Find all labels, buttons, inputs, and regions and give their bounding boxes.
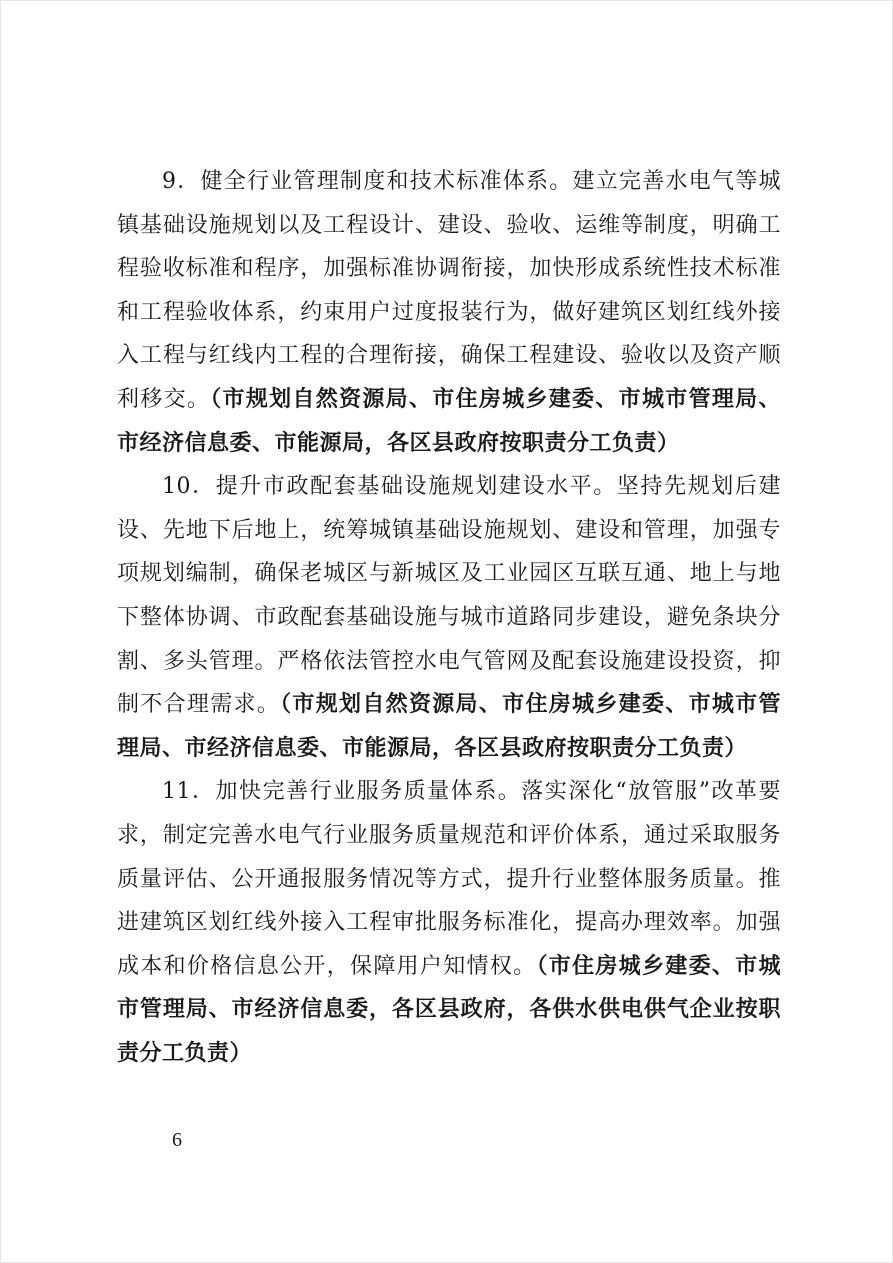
paragraph-body: 建立完善水电气等城镇基础设施规划以及工程设计、建设、验收、运维等制度，明确工程验收标准和程序，加强标准协调衔接，加快形成系统性技术标准和工程验收体系，约束用户过度报装行为，做好建筑区划红线外接入工程与红线内工程的合理衔接，确保工程建设、验收以及资产顺利移交。 — [117, 169, 781, 412]
paragraph-body: 坚持先规划后建设、先地下后地上，统筹城镇基础设施规划、建设和管理，加强专项规划编制，确保老城区与新城区及工业园区互联互通、地上与地下整体协调、市政配套基础设施与城市道路同步建设，避免条块分割、多头管理。严格依法管控水电气管网及配套设施建设投资，抑制不合理需求。 — [117, 474, 781, 718]
paragraph-item-11 — [117, 770, 781, 1075]
responsible-units: （市规划自然资源局、市住房城乡建委、市城市管理局、市经济信息委、市能源局，各区县政府按职责分工负责） — [117, 691, 781, 761]
page-number: 6 — [172, 1129, 182, 1151]
responsible-units: （市规划自然资源局、市住房城乡建委、市城市管理局、市经济信息委、市能源局，各区县政府按职责分工负责） — [117, 385, 781, 456]
paragraph-item-9 — [117, 160, 781, 465]
paragraph-lead: 9．健全行业管理制度和技术标准体系。 — [162, 169, 573, 194]
paragraph-body: 落实深化“放管服”改革要求，制定完善水电气行业服务质量规范和评价体系，通过采取服务质量评估、公开通报服务情况等方式，提升行业整体服务质量。推进建筑区划红线外接入工程审批服务标准化，提高办理效率。加强成本和价格信息公开，保障用户知情权。 — [117, 779, 782, 979]
responsible-units: （市住房城乡建委、市城市管理局、市经济信息委，各区县政府，各供水供电供气企业按职责分工负责） — [117, 952, 781, 1066]
paragraph-lead: 10．提升市政配套基础设施规划建设水平。 — [162, 474, 617, 500]
paragraph-lead: 11．加快完善行业服务质量体系。 — [162, 779, 522, 805]
document-body — [117, 160, 781, 1075]
paragraph-item-10 — [117, 465, 781, 770]
